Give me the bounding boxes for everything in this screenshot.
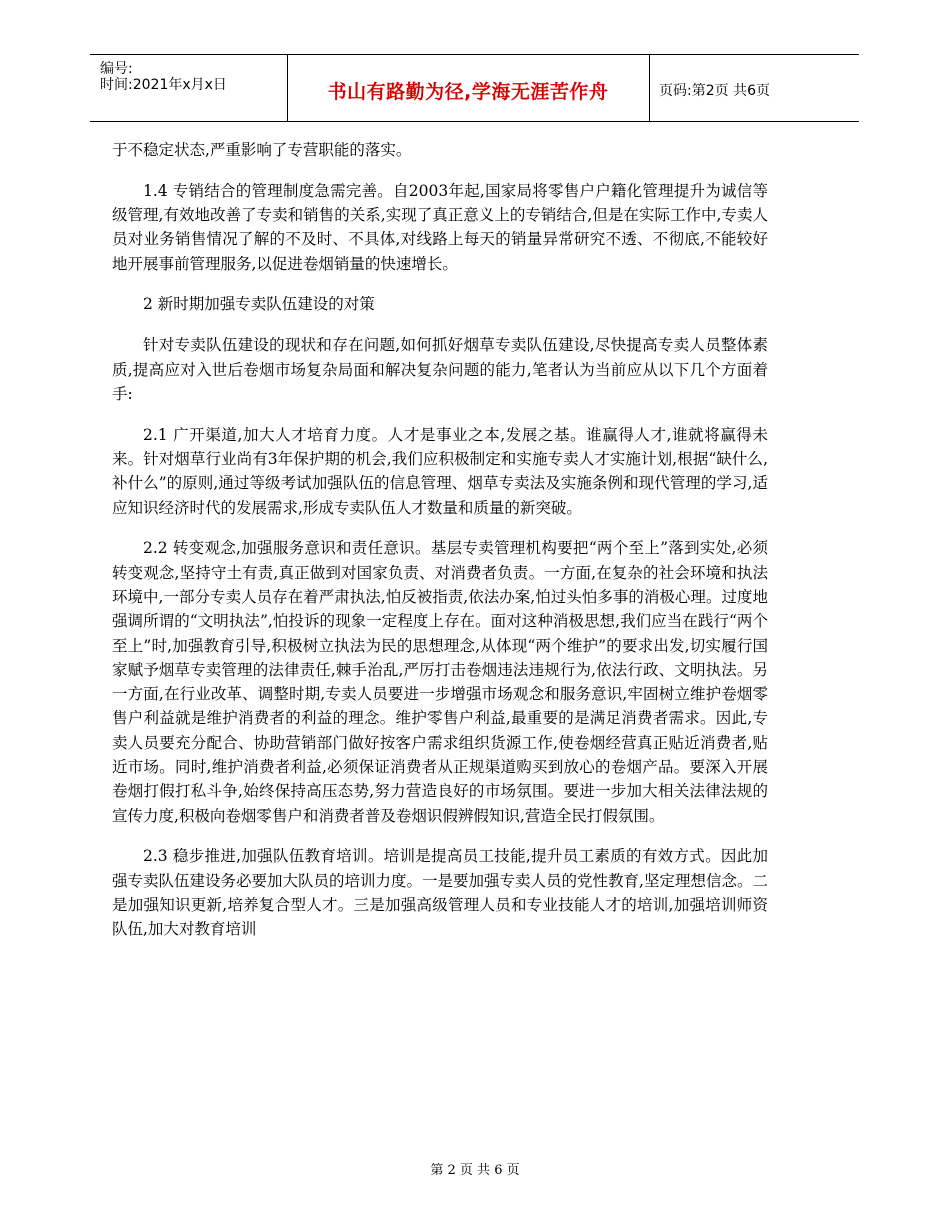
document-time-label: 时间:2021年x月x日 bbox=[100, 77, 227, 93]
header-page-cell bbox=[649, 55, 859, 121]
paragraph-section-2-intro: 针对专卖队伍建设的现状和存在问题,如何抓好烟草专卖队伍建设,尽快提高专卖人员整体素质,提高应对入世后卷烟市场复杂局面和解决复杂问题的能力,笔者认为当前应从以下几个方面着手: bbox=[112, 336, 768, 403]
paragraph-section-1-4: 1.4 专销结合的管理制度急需完善。自2003年起,国家局将零售户户籍化管理提升为诚信等级管理,有效地改善了专卖和销售的关系,实现了真正意义上的专销结合,但是在实际工作中,专卖人员对业务销售情况了解的不及时、不具体,对线路上每天的销量异常研究不透、不彻底,不能较好地开展事前管理服务,以促进卷烟销量的快速增长。 bbox=[112, 181, 768, 273]
page-footer: 第 2 页 共 6 页 bbox=[430, 1163, 520, 1178]
document-number-label: 编号: bbox=[100, 61, 133, 77]
paragraph-section-2-1: 2.1 广开渠道,加大人才培育力度。人才是事业之本,发展之基。谁赢得人才,谁就将赢得未来。针对烟草行业尚有3年保护期的机会,我们应积极制定和实施专卖人才实施计划,根据“缺什么,补什么”的原则,通过等级考试加强队伍的信息管理、烟草专卖法及实施条例和现代管理的学习,适应知识经济时代的发展需求,形成专卖队伍人才数量和质量的新突破。 bbox=[112, 425, 768, 517]
section-heading-2: 2 新时期加强专卖队伍建设的对策 bbox=[143, 295, 375, 314]
paragraph-continuation: 于不稳定状态,严重影响了专营职能的落实。 bbox=[112, 141, 412, 159]
header-page-code: 页码:第2页 共6页 bbox=[659, 83, 770, 99]
header-motto-cell bbox=[287, 55, 650, 121]
document-body bbox=[112, 138, 768, 958]
page-header bbox=[90, 54, 859, 122]
header-motto: 书山有路勤为径,学海无涯苦作舟 bbox=[327, 81, 609, 103]
header-info-cell bbox=[90, 55, 288, 121]
paragraph-section-2-3: 2.3 稳步推进,加强队伍教育培训。培训是提高员工技能,提升员工素质的有效方式。因此加强专卖队伍建设务必要加大队员的培训力度。一是要加强专卖人员的党性教育,坚定理想信念。二是加强知识更新,培养复合型人才。三是加强高级管理人员和专业技能人才的培训,加强培训师资队伍,加大对教育培训 bbox=[112, 847, 768, 939]
paragraph-section-2-2: 2.2 转变观念,加强服务意识和责任意识。基层专卖管理机构要把“两个至上”落到实处,必须转变观念,坚持守土有责,真正做到对国家负责、对消费者负责。一方面,在复杂的社会环境和执法环境中,一部分专卖人员存在着严肃执法,怕反被指责,依法办案,怕过头怕多事的消极心理。过度地强调所谓的“文明执法”,怕投诉的现象一定程度上存在。面对这种消极思想,我们应当在践行“两个至上”时,加强教育引导,积极树立执法为民的思想理念,从体现“两个维护”的要求出发,切实履行国家赋予烟草专卖管理的法律责任,棘手治乱,严厉打击卷烟违法违规行为,依法行政、文明执法。另一方面,在行业改革、调整时期,专卖人员要进一步增强市场观念和服务意识,牢固树立维护卷烟零售户利益就是维护消费者的利益的理念。维护零售户利益,最重要的是满足消费者需求。因此,专卖人员要充分配合、协助营销部门做好按客户需求组织货源工作,使卷烟经营真正贴近消费者,贴近市场。同时,维护消费者利益,必须保证消费者从正规渠道购买到放心的卷烟产品。要深入开展卷烟打假打私斗争,始终保持高压态势,努力营造良好的市场氛围。要进一步加大相关法律法规的宣传力度,积极向卷烟零售户和消费者普及卷烟识假辨假知识,营造全民打假氛围。 bbox=[112, 539, 768, 825]
